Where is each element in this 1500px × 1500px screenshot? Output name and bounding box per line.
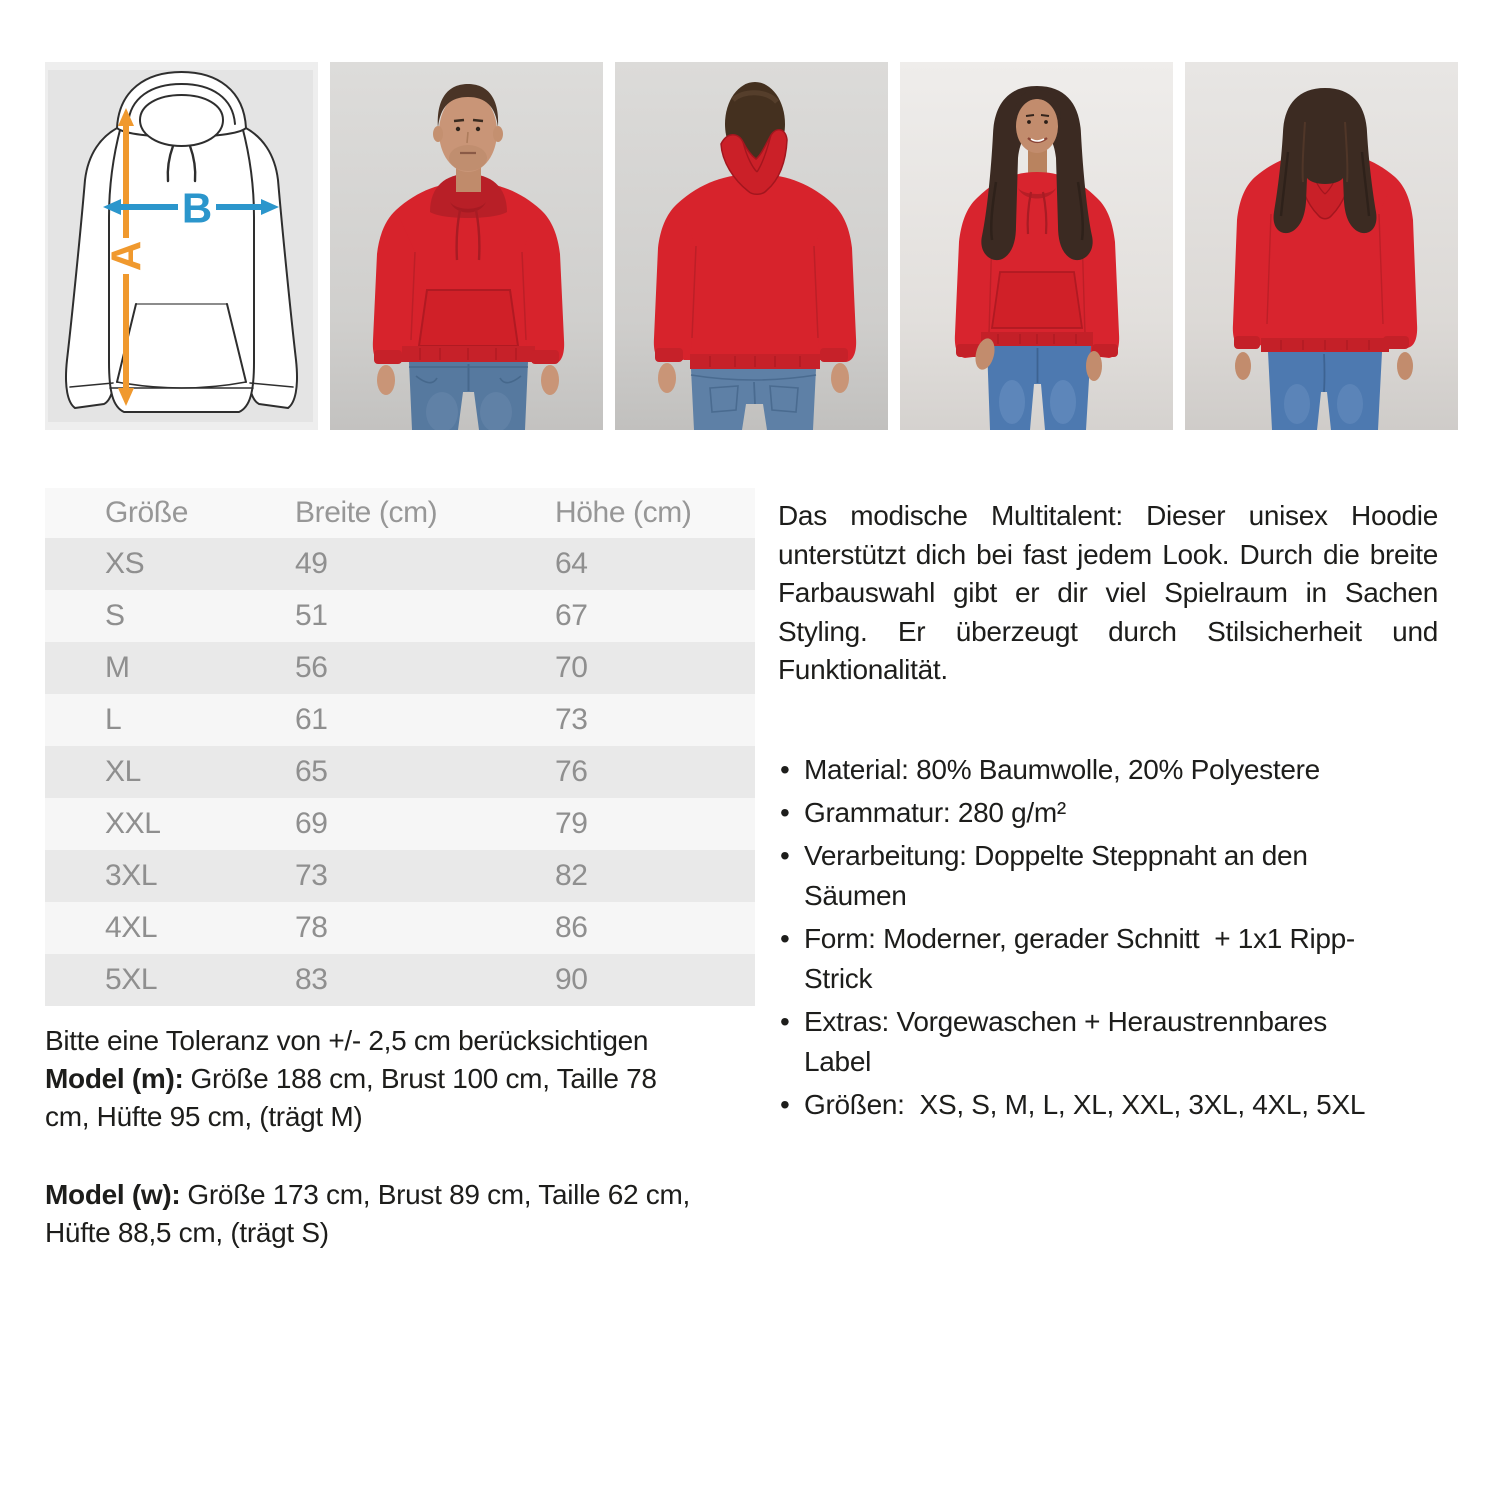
photo-male-model-front[interactable] [330,62,603,430]
table-row [45,798,755,850]
table-cell-size: XXL [105,807,161,840]
table-row [45,538,755,590]
photo-female-model-back[interactable] [1185,62,1458,430]
model-w-note [45,1176,690,1252]
size-diagram-image [45,62,318,430]
description-intro: Das modische Multitalent: Dieser unisex Hoodie unterstützt dich bei fast jedem Look. Durch die breite Farbauswahl gibt er dir viel Spielraum in Sachen Styling. Er überzeugt durch Stilsicherheit und Funktionalität. [778,500,1438,685]
table-cell-height: 82 [555,859,588,892]
table-cell-height: 67 [555,599,588,632]
table-row [45,850,755,902]
table-cell-width: 78 [295,911,328,944]
column-header-hoehe: Höhe (cm) [555,496,692,529]
table-cell-size: 4XL [105,911,158,944]
table-cell-width: 83 [295,963,328,996]
table-cell-height: 79 [555,807,588,840]
female-back-image [1185,62,1458,430]
table-cell-size: M [105,651,130,684]
model-w-text: Größe 173 cm, Brust 89 cm, Taille 62 cm, Hüfte 88,5 cm, (trägt S) [45,1179,690,1248]
bullet-icon: • [780,1005,790,1037]
measurement-notes [45,1022,690,1252]
table-cell-size: L [105,703,122,736]
model-w-label: Model (w): [45,1179,181,1210]
table-cell-width: 69 [295,807,328,840]
bullet-icon: • [780,796,790,828]
product-description [778,497,1438,1128]
model-m-label: Model (m): [45,1063,184,1094]
table-cell-height: 90 [555,963,588,996]
feature-item-verarbeitung: • Verarbeitung: Doppelte Steppnaht an den Säumen [778,836,1376,916]
tolerance-note: Bitte eine Toleranz von +/- 2,5 cm berücksichtigen [45,1025,649,1056]
table-cell-height: 76 [555,755,588,788]
model-m-text: Größe 188 cm, Brust 100 cm, Taille 78 cm, Hüfte 95 cm, (trägt M) [45,1063,657,1132]
diagram-label-b: B [181,184,213,232]
male-front-image [330,62,603,430]
female-front-image [900,62,1173,430]
table-cell-width: 61 [295,703,328,736]
table-row [45,642,755,694]
bullet-icon: • [780,839,790,871]
table-cell-size: XL [105,755,141,788]
table-cell-size: XS [105,547,145,580]
table-cell-width: 56 [295,651,328,684]
table-row [45,746,755,798]
feature-item-groessen: • Größen: XS, S, M, L, XL, XXL, 3XL, 4XL, 5XL [778,1085,1376,1125]
table-row [45,694,755,746]
male-back-image [615,62,888,430]
bullet-icon: • [780,1088,790,1120]
photo-female-model-front[interactable] [900,62,1173,430]
diagram-label-a: A [102,240,150,272]
model-m-note [45,1060,690,1136]
photo-male-model-back[interactable] [615,62,888,430]
table-row [45,954,755,1006]
feature-item-extras: • Extras: Vorgewaschen + Heraustrennbares Label [778,1002,1376,1082]
table-row [45,902,755,954]
table-cell-height: 73 [555,703,588,736]
product-image-gallery [45,62,1458,430]
feature-item-material: • Material: 80% Baumwolle, 20% Polyestere [778,750,1376,790]
size-diagram-thumbnail[interactable] [45,62,318,430]
size-table [45,488,755,1006]
bullet-icon: • [780,753,790,785]
feature-list [778,750,1438,1125]
table-cell-width: 73 [295,859,328,892]
table-cell-height: 86 [555,911,588,944]
table-cell-size: S [105,599,125,632]
feature-item-grammatur: • Grammatur: 280 g/m² [778,793,1376,833]
column-header-groesse: Größe [105,496,189,529]
table-cell-width: 49 [295,547,328,580]
table-cell-width: 65 [295,755,328,788]
table-cell-height: 70 [555,651,588,684]
table-cell-size: 5XL [105,963,158,996]
table-cell-width: 51 [295,599,328,632]
feature-item-form: • Form: Moderner, gerader Schnitt + 1x1 Ripp-Strick [778,919,1376,999]
table-cell-size: 3XL [105,859,158,892]
table-row [45,590,755,642]
size-table-header-row [45,488,755,538]
bullet-icon: • [780,922,790,954]
column-header-breite: Breite (cm) [295,496,438,529]
table-cell-height: 64 [555,547,588,580]
